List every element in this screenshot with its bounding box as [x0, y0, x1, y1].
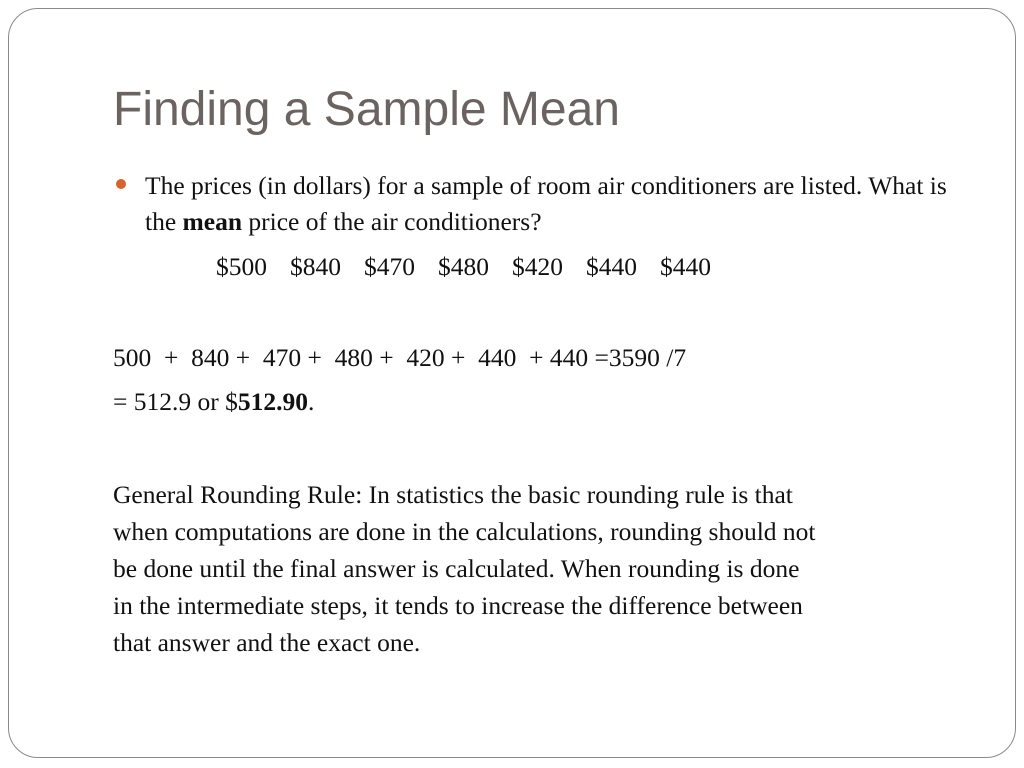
price-item: $480 [438, 252, 489, 281]
price-item: $500 [216, 252, 267, 281]
slide-title: Finding a Sample Mean [113, 83, 620, 136]
rounding-rule-line: when computations are done in the calculations, rounding should not [113, 517, 816, 546]
price-item: $840 [290, 252, 341, 281]
bullet-bold-word: mean [182, 207, 243, 236]
calculation-sum: 500 + 840 + 470 + 480 + 420 + 440 + 440 =3590 /7 [113, 343, 687, 372]
rounding-rule-paragraph [113, 476, 973, 661]
rounding-rule-line: that answer and the exact one. [113, 628, 421, 657]
bullet-text-end: price of the air conditioners? [242, 207, 542, 236]
rounding-rule-line: be done until the final answer is calculated. When rounding is done [113, 554, 800, 583]
price-item: $470 [364, 252, 415, 281]
calculation-result [113, 384, 314, 420]
result-text-end: . [308, 387, 315, 416]
result-bold-value: 512.90 [237, 387, 308, 416]
bullet-text [145, 168, 965, 240]
result-text-start: = 512.9 or $ [113, 387, 238, 416]
price-item: $440 [660, 252, 711, 281]
price-item: $440 [586, 252, 637, 281]
rounding-rule-line: in the intermediate steps, it tends to increase the difference between [113, 591, 803, 620]
price-list [216, 249, 711, 285]
bullet-text-start: The prices (in dollars) for a sample of room air conditioners are listed. What is the [145, 171, 947, 236]
rounding-rule-line: General Rounding Rule: In statistics the basic rounding rule is that [113, 480, 793, 509]
price-item: $420 [512, 252, 563, 281]
bullet-dot-icon [116, 179, 126, 189]
